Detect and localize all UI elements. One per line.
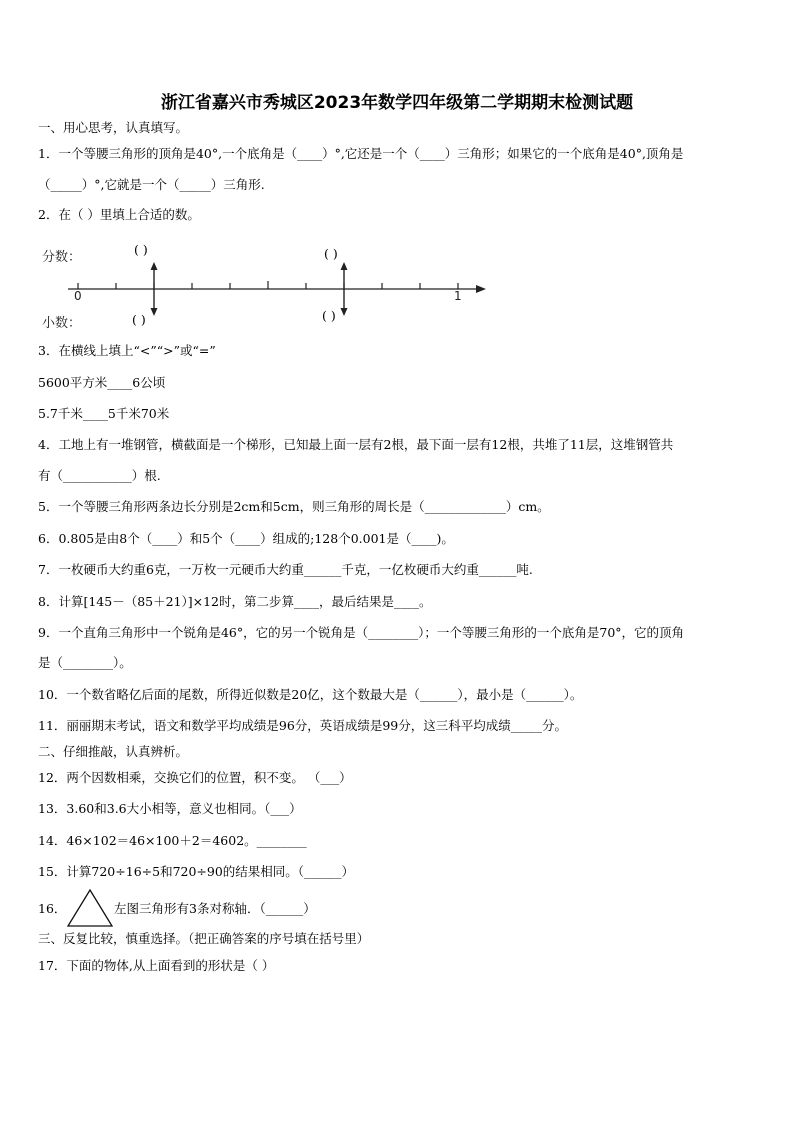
question-2-text: 2．在（ ）里填上合适的数。 — [38, 207, 200, 222]
question-4-line-1: 4．工地上有一堆钢管，横截面是一个梯形，已知最上面一层有2根，最下面一层有12根，共堆了11层，这堆钢管共 — [38, 437, 674, 452]
question-1-line-2: （_____）°,它就是一个（_____）三角形. — [38, 177, 265, 192]
question-4-line-2: 有（___________）根. — [38, 468, 161, 483]
answer-blank-decimal-2[interactable]: ( ) — [322, 308, 336, 323]
triangle-figure — [66, 888, 114, 928]
question-3-a: 5600平方米____6公顷 — [38, 375, 166, 390]
axis-arrow-head — [476, 285, 486, 293]
question-12: 12．两个因数相乘，交换它们的位置，积不变。 （___） — [38, 770, 352, 785]
question-5: 5．一个等腰三角形两条边长分别是2cm和5cm，则三角形的周长是（_____________）cm。 — [38, 499, 550, 514]
question-1-line-1: 1．一个等腰三角形的顶角是40°,一个底角是（____）°,它还是一个（____）三角形；如果它的一个底角是40°,顶角是 — [38, 146, 684, 161]
question-14: 14．46×102＝46×100＋2＝4602。________ — [38, 833, 307, 848]
tick-label-zero: 0 — [74, 289, 82, 303]
number-line-svg — [38, 238, 498, 338]
page-title: 浙江省嘉兴市秀城区2023年数学四年级第二学期期末检测试题 — [160, 93, 634, 113]
question-6: 6．0.805是由8个（____）和5个（____）组成的;128个0.001是（____)。 — [38, 531, 454, 546]
question-10: 10．一个数省略亿后面的尾数，所得近似数是20亿，这个数最大是（______），最小是（______）。 — [38, 687, 583, 702]
question-13: 13．3.60和3.6大小相等，意义也相同。（___） — [38, 801, 302, 816]
question-15: 15．计算720÷16÷5和720÷90的结果相同。（______） — [38, 864, 355, 879]
tick-label-one: 1 — [454, 289, 462, 303]
axis-ticks — [78, 281, 458, 289]
question-16-text: 左图三角形有3条对称轴．（______） — [114, 901, 316, 916]
number-line-figure — [38, 238, 498, 338]
question-9-line-2: 是（________）。 — [38, 655, 132, 670]
question-8: 8．计算[145－（85＋21）]×12时，第二步算____，最后结果是____。 — [38, 594, 432, 609]
section-heading-1: 一、用心思考，认真填写。 — [38, 120, 189, 135]
decimal-label: 小数： — [42, 316, 82, 331]
question-7: 7．一枚硬币大约重6克，一万枚一元硬币大约重______千克，一亿枚硬币大约重______吨. — [38, 562, 533, 577]
answer-blank-fraction-1[interactable]: ( ) — [134, 242, 148, 257]
question-16-number: 16． — [38, 901, 67, 916]
question-11: 11．丽丽期末考试，语文和数学平均成绩是96分，英语成绩是99分，这三科平均成绩_____分。 — [38, 718, 567, 733]
section-heading-3: 三、反复比较，慎重选择。（把正确答案的序号填在括号里） — [38, 931, 370, 946]
question-3-text: 3．在横线上填上“<”“>”或“=” — [38, 343, 216, 358]
answer-blank-decimal-1[interactable]: ( ) — [132, 312, 146, 327]
section-heading-2: 二、仔细推敲，认真辨析。 — [38, 744, 189, 759]
answer-blank-fraction-2[interactable]: ( ) — [324, 246, 338, 261]
question-9-line-1: 9．一个直角三角形中一个锐角是46°，它的另一个锐角是（________）；一个等腰三角形的一个底角是70°，它的顶角 — [38, 625, 685, 640]
question-3-b: 5.7千米____5千米70米 — [38, 406, 170, 421]
question-17: 17．下面的物体,从上面看到的形状是（ ） — [38, 958, 275, 973]
fraction-label: 分数： — [42, 250, 82, 265]
